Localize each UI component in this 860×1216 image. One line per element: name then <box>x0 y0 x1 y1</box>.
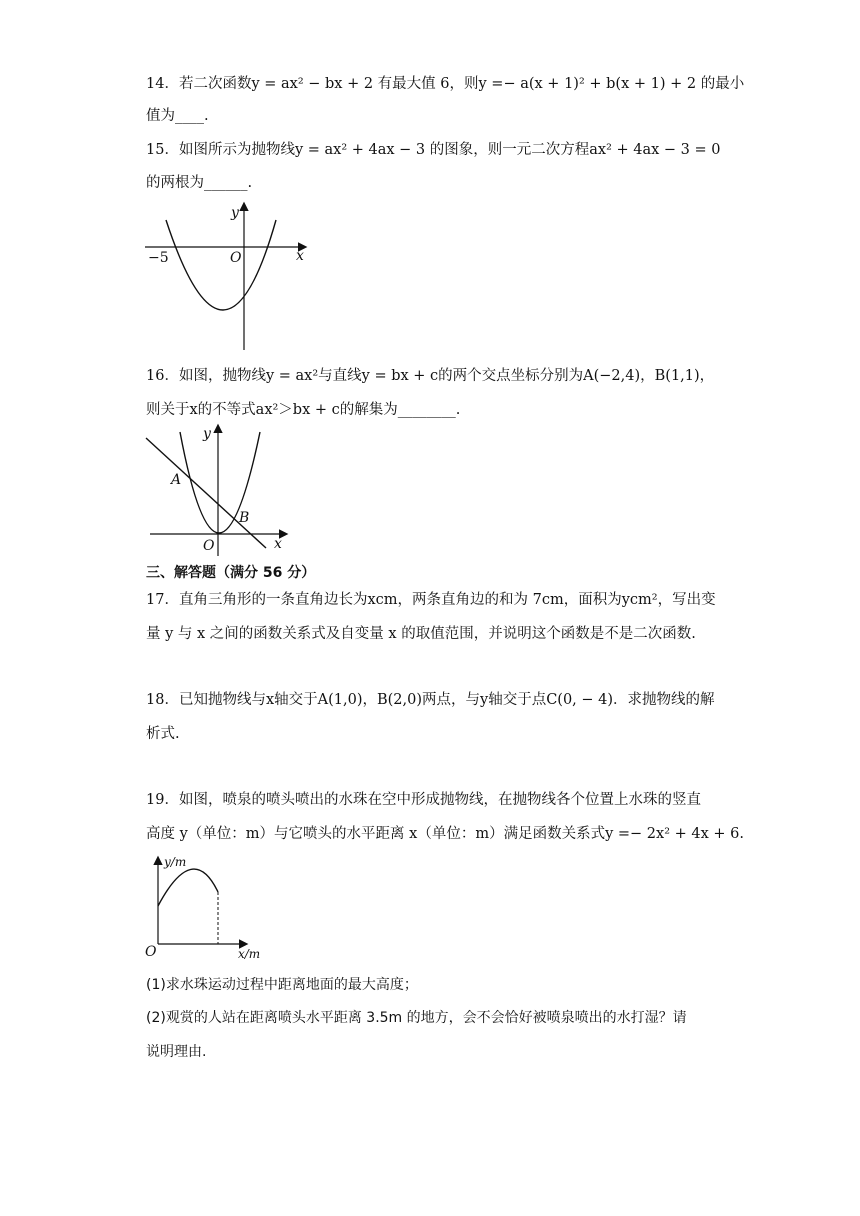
q14-line2: 值为____. <box>146 108 209 124</box>
q19-fountain-graph <box>142 852 272 962</box>
q19-line1: 19．如图，喷泉的喷头喷出的水珠在空中形成抛物线，在抛物线各个位置上水珠的竖直 <box>146 792 701 808</box>
q16-line2: 则关于x的不等式ax²＞bx + c的解集为________. <box>146 402 461 418</box>
x-axis-label: x/m <box>238 947 261 961</box>
q15-parabola-graph <box>140 200 310 360</box>
point-b-label: B <box>239 510 250 526</box>
straight-line <box>146 438 266 548</box>
y-axis-label: y/m <box>164 855 187 869</box>
x-axis-label: x <box>296 248 304 264</box>
water-curve <box>158 869 218 906</box>
y-axis-label: y <box>203 426 211 442</box>
q17-line1: 17．直角三角形的一条直角边长为xcm，两条直角边的和为 7cm，面积为ycm²，写出变 <box>146 592 716 608</box>
origin-label: O <box>203 538 215 554</box>
origin-label: O <box>230 250 242 266</box>
q19-part2-line2: 说明理由. <box>146 1044 207 1060</box>
q16-line1: 16．如图，抛物线y = ax²与直线y = bx + c的两个交点坐标分别为A(−2,4)，B(1,1)， <box>146 368 715 384</box>
point-a-label: A <box>171 472 182 488</box>
q16-parabola-line-graph <box>140 420 300 560</box>
q15-line2: 的两根为______. <box>146 175 253 191</box>
q14-line1: 14．若二次函数y = ax² − bx + 2 有最大值 6，则y =− a(x + 1)² + b(x + 1) + 2 的最小 <box>146 76 745 92</box>
q18-line2: 析式. <box>146 726 180 742</box>
root-tick-label: −5 <box>148 250 169 266</box>
section-title: 三、解答题（满分 56 分） <box>146 565 316 581</box>
q17-line2: 量 y 与 x 之间的函数关系式及自变量 x 的取值范围，并说明这个函数是不是二次函数. <box>146 626 696 642</box>
q18-line1: 18．已知抛物线与x轴交于A(1,0)，B(2,0)两点，与y轴交于点C(0, − 4)．求抛物线的解 <box>146 692 715 708</box>
x-axis-label: x <box>274 536 282 552</box>
y-axis-label: y <box>231 205 239 221</box>
q19-part2-line1: (2)观赏的人站在距离喷头水平距离 3.5m 的地方，会不会恰好被喷泉喷出的水打湿？请 <box>146 1010 687 1026</box>
q19-line2: 高度 y（单位：m）与它喷头的水平距离 x（单位：m）满足函数关系式y =− 2x² + 4x + 6. <box>146 826 744 842</box>
q19-part1: (1)求水珠运动过程中距离地面的最大高度； <box>146 977 418 993</box>
parabola-curve <box>166 220 276 310</box>
origin-label: O <box>145 944 157 960</box>
q15-line1: 15．如图所示为抛物线y = ax² + 4ax − 3 的图象，则一元二次方程ax² + 4ax − 3 = 0 <box>146 142 721 158</box>
